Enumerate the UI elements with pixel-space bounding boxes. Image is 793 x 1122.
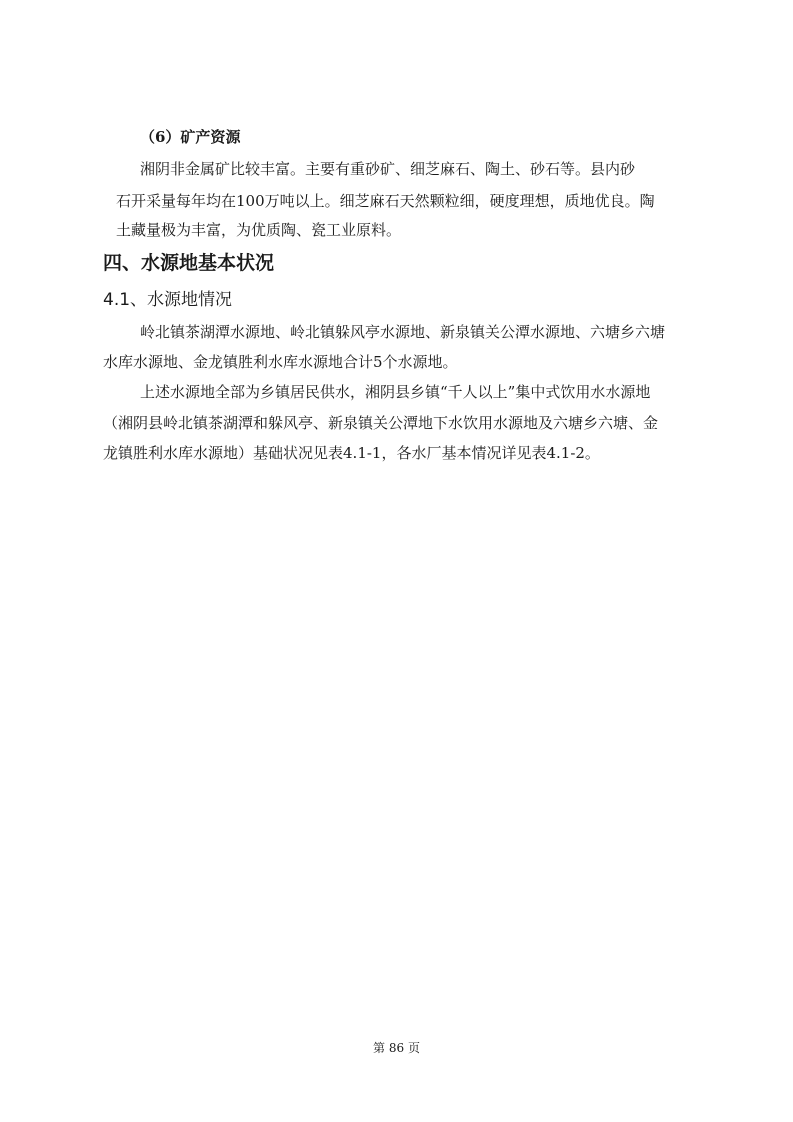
sources-paragraph-line-1: 岭北镇茶湖潭水源地、岭北镇躲风亭水源地、新泉镇关公潭水源地、六塘乡六塘 <box>140 323 666 341</box>
section-heading: 4.1、水源地情况 <box>103 290 233 310</box>
minerals-paragraph-line-3: 土藏量极为丰富，为优质陶、瓷工业原料。 <box>116 221 402 239</box>
sources-paragraph-line-2: 水库水源地、金龙镇胜利水库水源地合计5个水源地。 <box>103 353 458 371</box>
supply-paragraph-line-2: （湘阴县岭北镇茶湖潭和躲风亭、新泉镇关公潭地下水饮用水源地及六塘乡六塘、金 <box>103 414 659 432</box>
minerals-paragraph-line-2: 石开采量每年均在100万吨以上。细芝麻石天然颗粒细，硬度理想，质地优良。陶 <box>116 192 655 210</box>
subsection-heading-minerals: （6）矿产资源 <box>140 128 241 146</box>
chapter-heading: 四、水源地基本状况 <box>103 252 275 274</box>
minerals-paragraph-line-1: 湘阴非金属矿比较丰富。主要有重砂矿、细芝麻石、陶土、砂石等。县内砂 <box>140 160 636 178</box>
supply-paragraph-line-1: 上述水源地全部为乡镇居民供水，湘阴县乡镇“千人以上”集中式饮用水水源地 <box>140 383 651 401</box>
supply-paragraph-line-3: 龙镇胜利水库水源地）基础状况见表4.1-1，各水厂基本情况详见表4.1-2。 <box>103 444 600 462</box>
page-number: 第 86 页 <box>373 1041 420 1055</box>
